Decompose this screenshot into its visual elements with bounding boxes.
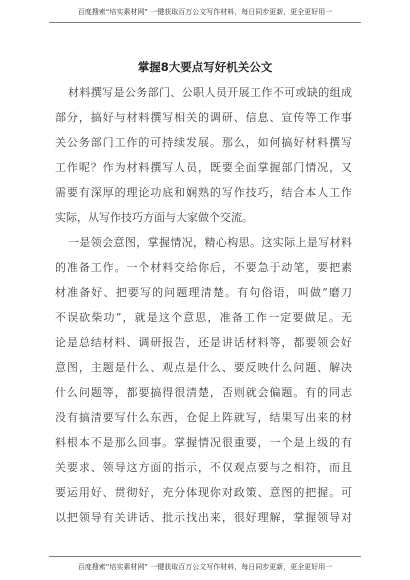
body-line: 的准备工作。一个材料交给你后，不要急于动笔，要把素 xyxy=(55,261,352,274)
document-body xyxy=(55,80,352,530)
body-line: 料根本不是那么回事。掌握情况很重要，一个是上级的有 xyxy=(55,436,352,449)
document-title: 掌握8大要点写好机关公文 xyxy=(137,60,273,74)
body-line: 关公务部门工作的可持续发展。那么，如何搞好材料撰写 xyxy=(55,136,352,149)
body-paragraph xyxy=(55,80,352,230)
body-line: 以把领导有关讲话、批示找出来，很好理解，掌握领导对 xyxy=(55,511,352,524)
body-line: 没有搞清要写什么东西，仓促上阵就写，结果写出来的材 xyxy=(55,411,352,424)
header-rule xyxy=(49,22,361,23)
body-line: 论是总结材料、调研报告，还是讲话材料等，都要领会好 xyxy=(55,336,352,349)
body-line: 材准备好、把要写的问题理清楚。有句俗语，叫做“磨刀 xyxy=(55,286,352,299)
running-footer: 百度搜索“培实素材网” 一键获取百万公文写作材料，每日同步更新，更全更好用一 xyxy=(77,563,333,571)
running-header: 百度搜索“培实素材网” 一键获取百万公文写作材料，每日同步更新，更全更好用一 xyxy=(77,8,333,16)
body-line: 关要求、领导这方面的指示，不仅观点要与之相符，而且 xyxy=(55,461,352,474)
body-line: 意图，主题是什么、观点是什么、要反映什么问题、解决 xyxy=(55,361,352,374)
body-line: 什么问题等，都要搞得很清楚，否则就会偏题。有的同志 xyxy=(55,386,352,399)
body-line: 一是领会意图，掌握情况，精心构思。这实际上是写材料 xyxy=(68,236,352,249)
body-line: 要运用好、贯彻好，充分体现你对政策、意图的把握。可 xyxy=(55,486,352,499)
body-line: 部分，搞好与材料撰写相关的调研、信息、宣传等工作事 xyxy=(55,111,352,124)
footer-rule xyxy=(49,556,361,557)
body-line: 需要有深厚的理论功底和娴熟的写作技巧，结合本人工作 xyxy=(55,186,352,199)
body-line: 实际，从写作技巧方面与大家做个交流。 xyxy=(55,211,253,224)
body-line: 不误砍柴功”，就是这个意思，准备工作一定要做足。无 xyxy=(55,311,352,324)
body-line: 工作呢？作为材料撰写人员，既要全面掌握部门情况，又 xyxy=(55,161,352,174)
body-paragraph xyxy=(55,230,352,530)
body-line: 材料撰写是公务部门、公职人员开展工作不可或缺的组成 xyxy=(68,86,352,99)
